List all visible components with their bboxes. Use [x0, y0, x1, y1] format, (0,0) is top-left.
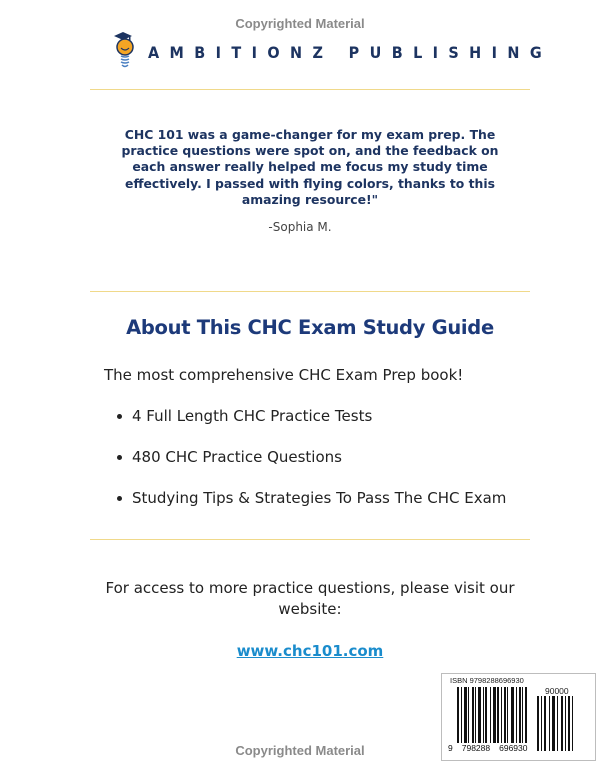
barcode-bars	[457, 687, 532, 747]
website-link[interactable]: www.chc101.com	[236, 642, 384, 660]
divider	[90, 539, 530, 540]
bullet-icon	[117, 414, 122, 419]
intro-text: The most comprehensive CHC Exam Prep book!	[104, 366, 464, 384]
list-item: Studying Tips & Strategies To Pass The CHC Exam	[113, 485, 506, 526]
lightbulb-graduation-cap-icon	[112, 30, 138, 74]
testimonial-quote: CHC 101 was a game-changer for my exam prep. The practice questions were spot on, and the feedback on each answer really helped me focus my study time effectively. I passed with flying colors, thanks to this amazing resource!"	[121, 127, 499, 207]
copyright-watermark-bottom: Copyrighted Material	[235, 743, 365, 758]
publisher-logo	[112, 32, 552, 72]
price-code: 90000	[545, 686, 569, 696]
bullet-icon	[117, 455, 122, 460]
isbn-label: ISBN 9798288696930	[450, 676, 524, 685]
feature-list	[113, 403, 506, 526]
barcode-digits: 9 798288 696930	[448, 743, 528, 753]
website-prompt: For access to more practice questions, please visit our website:	[105, 579, 515, 618]
testimonial-author: -Sophia M.	[268, 220, 332, 234]
list-item: 4 Full Length CHC Practice Tests	[113, 403, 506, 444]
list-item: 480 CHC Practice Questions	[113, 444, 506, 485]
copyright-watermark-top: Copyrighted Material	[235, 16, 365, 31]
divider	[90, 291, 530, 292]
divider	[90, 89, 530, 90]
publisher-name: AMBITIONZ PUBLISHING	[148, 42, 553, 62]
bullet-icon	[117, 496, 122, 501]
section-heading: About This CHC Exam Study Guide	[126, 316, 494, 339]
